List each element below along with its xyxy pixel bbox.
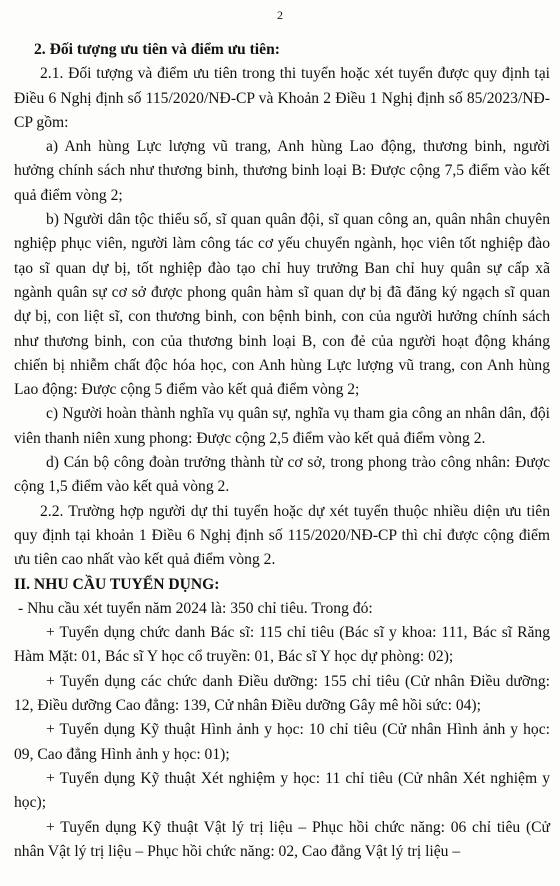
recruitment-summary: - Nhu cầu xét tuyển năm 2024 là: 350 chỉ tiêu. Trong đó: bbox=[18, 599, 373, 617]
recruitment-item: + Tuyển dụng Kỹ thuật Vật lý trị liệu – Phục hồi chức năng: 06 chỉ tiêu (Cử nhân Vật lý trị liệu – Phục hồi chức năng: 02, Cao đẳng Vật lý trị liệu – bbox=[14, 818, 550, 860]
section-II-heading: II. NHU CẦU TUYỂN DỤNG: bbox=[14, 575, 220, 593]
page-number: 2 bbox=[277, 8, 283, 22]
priority-item-a: a) Anh hùng Lực lượng vũ trang, Anh hùng Lao động, thương binh, người hưởng chính sách như thương binh, thương binh loại B: Được cộng 7,5 điểm vào kết quả điểm vòng 2; bbox=[14, 138, 550, 204]
document-body bbox=[14, 38, 550, 864]
recruitment-item: + Tuyển dụng chức danh Bác sĩ: 115 chỉ tiêu (Bác sĩ y khoa: 111, Bác sĩ Răng Hàm Mặt: 01, Bác sĩ Y học cổ truyền: 01, Bác sĩ Y học dự phòng: 02); bbox=[14, 624, 550, 666]
paragraph-2-1: 2.1. Đối tượng và điểm ưu tiên trong thi tuyển hoặc xét tuyển được quy định tại Điều 6 Nghị định số 115/2020/NĐ-CP và Khoản 2 Điều 1 Nghị định số 85/2023/NĐ-CP gồm: bbox=[14, 65, 550, 131]
priority-item-b: b) Người dân tộc thiểu số, sĩ quan quân đội, sĩ quan công an, quân nhân chuyên nghiệp phục viên, người làm công tác cơ yếu chuyển ngành, học viên tốt nghiệp đào tạo sĩ quan dự bị, tốt nghiệp đào tạo chỉ huy trưởng Ban chỉ huy quân sự cấp xã ngành quân sự cơ sở được phong quân hàm sĩ quan dự bị đã đăng ký ngạch sĩ quan dự bị, con liệt sĩ, con thương binh, con bệnh binh, con của người hưởng chính sách như thương binh, con của thương binh loại B, con đẻ của người hoạt động kháng chiến bị nhiễm chất độc hóa học, con Anh hùng Lực lượng vũ trang, con Anh hùng Lao động: Được cộng 5 điểm vào kết quả điểm vòng 2; bbox=[14, 211, 550, 399]
recruitment-item: + Tuyển dụng Kỹ thuật Xét nghiệm y học: 11 chỉ tiêu (Cử nhân Xét nghiệm y học); bbox=[14, 769, 550, 812]
priority-item-c: c) Người hoàn thành nghĩa vụ quân sự, nghĩa vụ tham gia công an nhân dân, đội viên thanh niên xung phong: Được cộng 2,5 điểm vào kết quả điểm vòng 2. bbox=[14, 405, 550, 447]
paragraph-2-2: 2.2. Trường hợp người dự thi tuyển hoặc dự xét tuyển thuộc nhiều diện ưu tiên quy định tại khoản 1 Điều 6 Nghị định số 115/2020/NĐ-CP thì chỉ được cộng điểm ưu tiên cao nhất vào kết quả điểm vòng 2. bbox=[14, 502, 550, 569]
recruitment-item: + Tuyển dụng các chức danh Điều dưỡng: 155 chỉ tiêu (Cử nhân Điều dưỡng: 12, Điều dưỡng Cao đẳng: 139, Cử nhân Điều dưỡng Gây mê hồi sức: 04); bbox=[14, 672, 550, 715]
section-2-heading: 2. Đối tượng ưu tiên và điểm ưu tiên: bbox=[34, 41, 280, 58]
recruitment-item: + Tuyển dụng Kỹ thuật Hình ảnh y học: 10 chỉ tiêu (Cử nhân Hình ảnh y học: 09, Cao đẳng Hình ảnh y học: 01); bbox=[14, 721, 550, 763]
priority-item-d: d) Cán bộ công đoàn trưởng thành từ cơ sở, trong phong trào công nhân: Được cộng 1,5 điểm vào kết quả vòng 2. bbox=[14, 454, 550, 496]
